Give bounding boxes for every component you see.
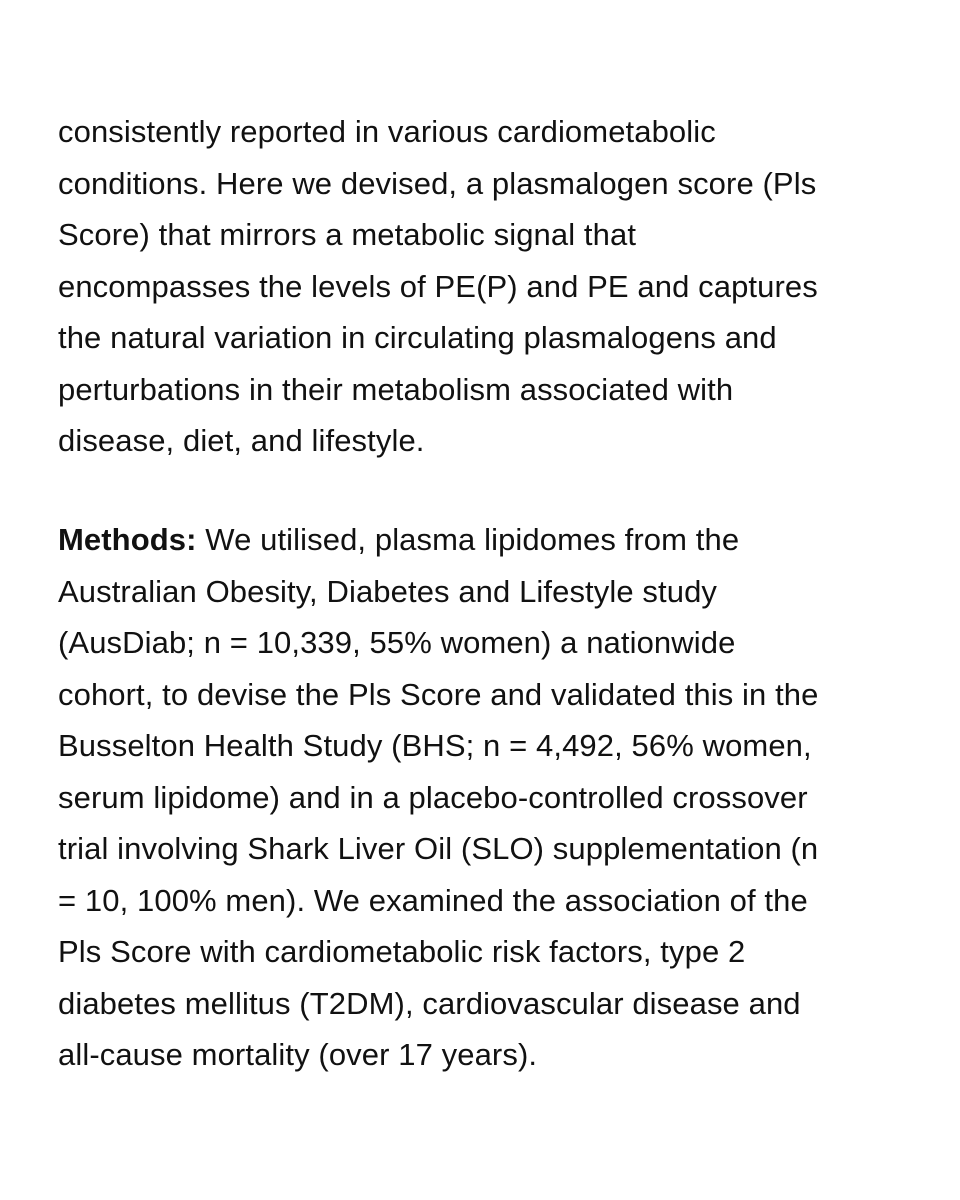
intro-paragraph [58, 106, 918, 467]
methods-paragraph [58, 514, 918, 1081]
paragraph-line: diabetes mellitus (T2DM), cardiovascular disease and [58, 985, 801, 1021]
paragraph-line: the natural variation in circulating plasmalogens and [58, 320, 777, 355]
paragraph-line: cohort, to devise the Pls Score and validated this in the [58, 676, 819, 712]
methods-first-line-text: We utilised, plasma lipidomes from the [196, 522, 740, 557]
methods-heading: Methods: [58, 522, 197, 557]
paragraph-line: Score) that mirrors a metabolic signal that [58, 217, 637, 252]
paragraph-line: trial involving Shark Liver Oil (SLO) supplementation (n [58, 831, 819, 866]
methods-first-line [58, 514, 918, 566]
paragraph-line: serum lipidome) and in a placebo-controlled crossover [58, 779, 808, 815]
paragraph-line: Busselton Health Study (BHS; n = 4,492, 56% women, [58, 728, 812, 763]
paragraph-line: conditions. Here we devised, a plasmalogen score (Pls [58, 165, 817, 201]
paragraph-line: (AusDiab; n = 10,339, 55% women) a nationwide [58, 625, 736, 660]
paragraph-line: encompasses the levels of PE(P) and PE and captures [58, 268, 818, 304]
paragraph-line: Australian Obesity, Diabetes and Lifestyle study [58, 573, 718, 609]
paragraph-line: = 10, 100% men). We examined the association of the [58, 882, 808, 918]
paragraph-line: consistently reported in various cardiometabolic [58, 114, 716, 149]
paragraph-line: all-cause mortality (over 17 years). [58, 1037, 538, 1072]
paragraph-line: perturbations in their metabolism associated with [58, 371, 734, 407]
paragraph-line: Pls Score with cardiometabolic risk factors, type 2 [58, 934, 746, 969]
paragraph-line: disease, diet, and lifestyle. [58, 423, 425, 458]
